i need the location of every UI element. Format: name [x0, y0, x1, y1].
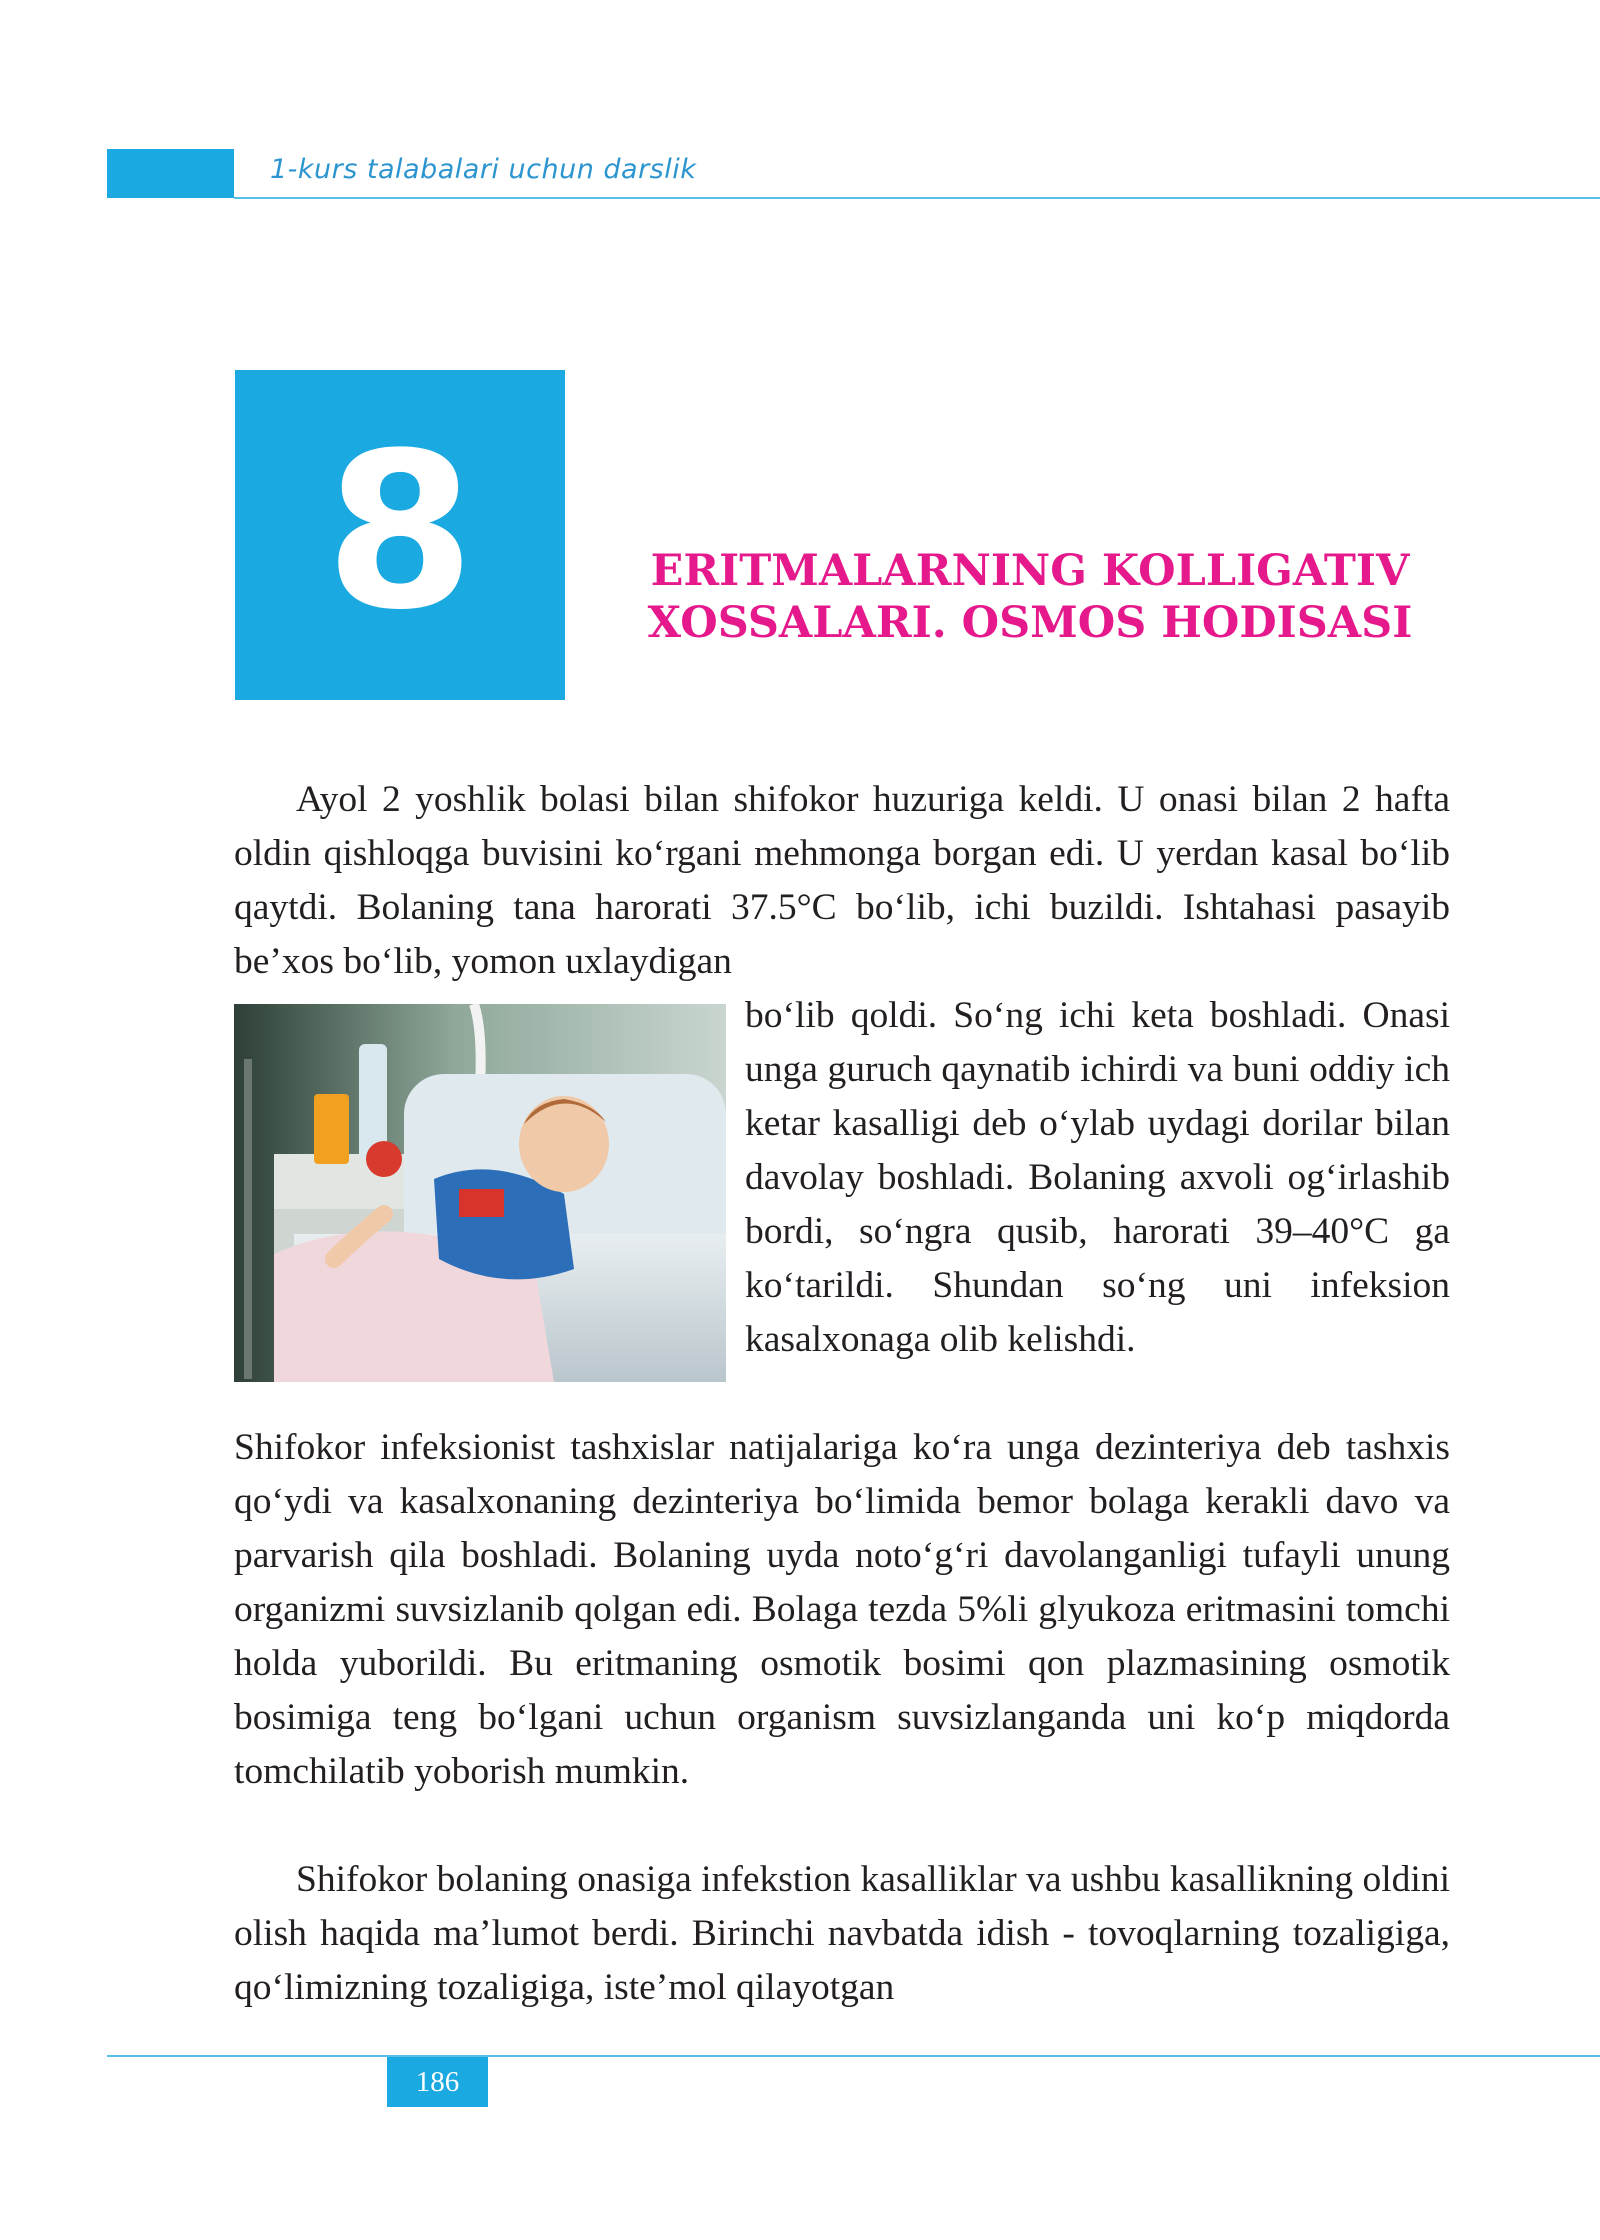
- hospital-child-photo: [234, 1004, 726, 1382]
- paragraph-1-side: bo‘lib qoldi. So‘ng ichi keta boshladi. Onasi unga guruch qaynatib ichirdi va buni oddiy ich ketar kasalligi deb o‘ylab uydagi dorilar bilan davolay boshladi. Bolaning axvoli og‘irlashib bordi, so‘ngra qusib, harorati 39–40°C ga ko‘tarildi. Shundan so‘ng uni infeksion kasalxonaga olib kelishdi.: [745, 995, 1450, 1360]
- footer-rule: [107, 2055, 1600, 2057]
- paragraph-2: Shifokor bolaning onasiga infekstion kasalliklar va ushbu kasallikning oldini olish haqida ma’lumot berdi. Birinchi navbatda idish - tovoqlarning tozaligiga, qo‘limizning tozaligiga, iste’mol qilayotgan: [234, 1859, 1451, 2008]
- chapter-number-box: [235, 370, 565, 700]
- header-rule: [234, 197, 1600, 199]
- chapter-title: ERITMALARNING KOLLIGATIV XOSSALARI. OSMOS HODISASI: [647, 546, 1413, 648]
- paragraph-1-top: Ayol 2 yoshlik bolasi bilan shifokor huzuriga keldi. U onasi bilan 2 hafta oldin qishloqga buvisini ko‘rgani mehmonga borgan edi. U yerdan kasal bo‘lib qaytdi. Bolaning tana harorati 37.5°C bo‘lib, ichi buzildi. Ishtahasi pasayib be’xos bo‘lib, yomon uxlaydigan: [234, 779, 1450, 982]
- page-number: 186: [387, 2057, 488, 2107]
- paragraph-1-bottom: Shifokor infeksionist tashxislar natijalariga ko‘ra unga dezinteriya deb tashxis qo‘ydi va kasalxonaning dezinteriya bo‘limida bemor bolaga kerakli davo va parvarish qila boshladi. Bolaning uyda noto‘g‘ri davolanganligi tufayli unung organizmi suvsizlanib qolgan edi. Bolaga tezda 5%li glyukoza eritmasini tomchi holda yuborildi. Bu eritmaning osmotik bosimi qon plazmasining osmotik bosimiga teng bo‘lgani uchun organism suvsizlanganda uni ko‘p miqdorda tomchilatib yoborish mumkin.: [234, 1427, 1450, 1792]
- header-accent-block: [107, 149, 234, 198]
- chapter-number: 8: [325, 405, 475, 657]
- running-title: 1-kurs talabalari uchun darslik: [270, 154, 697, 185]
